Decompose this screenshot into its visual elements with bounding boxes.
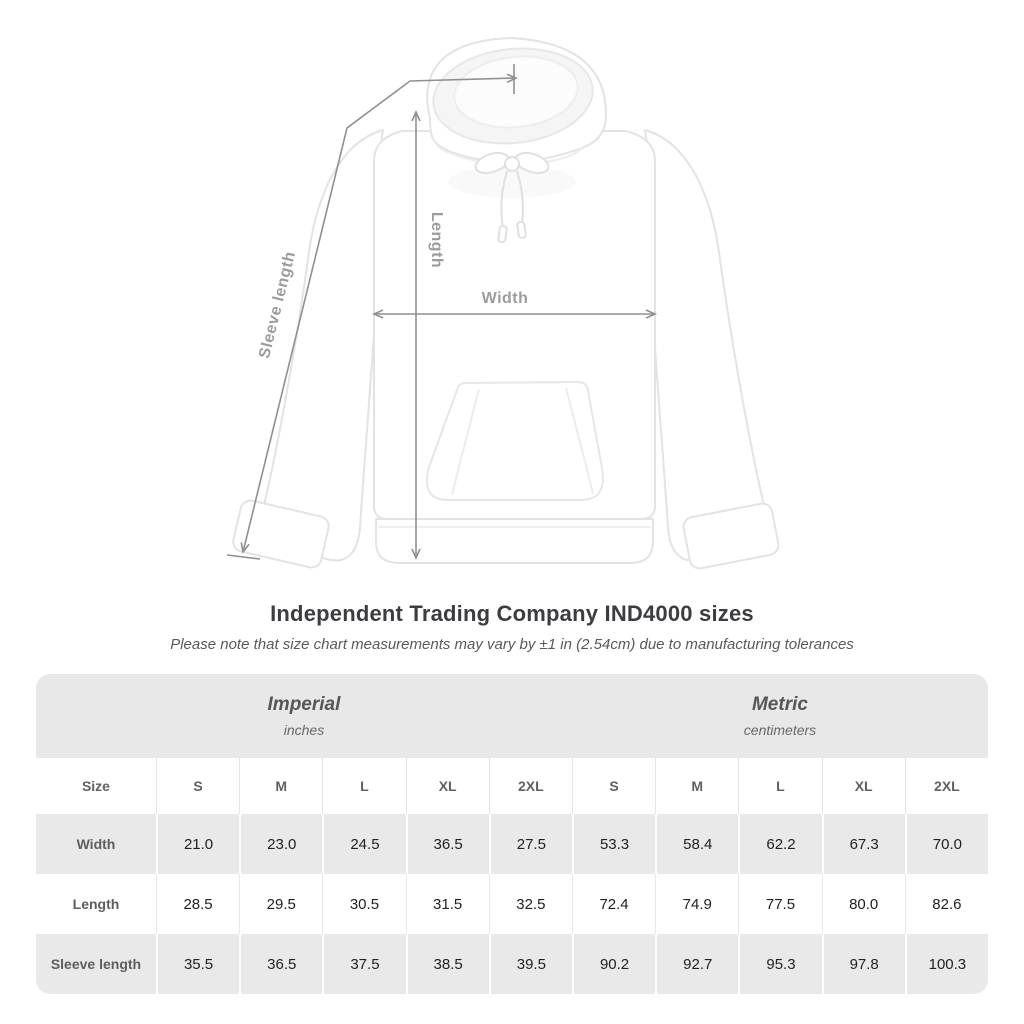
- size-header-imperial-2xl: 2XL: [489, 758, 572, 814]
- table-cell: 23.0: [239, 814, 322, 874]
- table-cell: 37.5: [322, 934, 405, 994]
- size-table-card: [36, 674, 988, 994]
- table-cell: 70.0: [905, 814, 988, 874]
- width-label: Width: [481, 290, 529, 307]
- table-cell: 100.3: [905, 934, 988, 994]
- table-cell: 31.5: [406, 874, 489, 934]
- table-cell: 58.4: [655, 814, 738, 874]
- sleeve-length-row: [36, 934, 988, 994]
- size-header-metric-xl: XL: [822, 758, 905, 814]
- table-cell: 38.5: [406, 934, 489, 994]
- metric-group-header: [572, 674, 988, 758]
- unit-group-row: [36, 674, 988, 758]
- width-row: [36, 814, 988, 874]
- size-header-imperial-s: S: [156, 758, 239, 814]
- table-cell: 74.9: [655, 874, 738, 934]
- table-cell: 62.2: [738, 814, 821, 874]
- table-cell: 28.5: [156, 874, 239, 934]
- size-column-header: Size: [36, 758, 156, 814]
- page-title: Independent Trading Company IND4000 sizes: [270, 601, 754, 626]
- size-header-imperial-l: L: [322, 758, 405, 814]
- imperial-label: Imperial: [267, 694, 341, 715]
- hoodie-pocket: [427, 382, 603, 500]
- size-chart-table: [36, 674, 988, 994]
- table-cell: 39.5: [489, 934, 572, 994]
- table-cell: 30.5: [322, 874, 405, 934]
- size-header-metric-2xl: 2XL: [905, 758, 988, 814]
- hoodie-right-sleeve: [645, 130, 765, 560]
- table-cell: 27.5: [489, 814, 572, 874]
- table-cell: 32.5: [489, 874, 572, 934]
- sleeve-length-label: Sleeve length: [256, 249, 300, 361]
- hoodie-hem: [376, 519, 653, 563]
- table-cell: 36.5: [406, 814, 489, 874]
- table-cell: 80.0: [822, 874, 905, 934]
- table-cell: 36.5: [239, 934, 322, 994]
- length-label: Length: [428, 211, 445, 269]
- size-header-imperial-m: M: [239, 758, 322, 814]
- table-cell: 90.2: [572, 934, 655, 994]
- size-header-metric-s: S: [572, 758, 655, 814]
- tolerance-note: Please note that size chart measurements may vary by ±1 in (2.54cm) due to manufacturing tolerances: [170, 636, 854, 653]
- table-cell: 95.3: [738, 934, 821, 994]
- hoodie-left-sleeve: [263, 130, 383, 560]
- row-label-width: Width: [36, 814, 156, 874]
- table-cell: 35.5: [156, 934, 239, 994]
- metric-unit: centimeters: [743, 722, 817, 738]
- table-cell: 53.3: [572, 814, 655, 874]
- table-cell: 29.5: [239, 874, 322, 934]
- table-cell: 92.7: [655, 934, 738, 994]
- size-header-row: [36, 758, 988, 814]
- table-cell: 67.3: [822, 814, 905, 874]
- metric-label: Metric: [751, 694, 808, 715]
- table-cell: 21.0: [156, 814, 239, 874]
- size-header-imperial-xl: XL: [406, 758, 489, 814]
- table-cell: 24.5: [322, 814, 405, 874]
- length-row: [36, 874, 988, 934]
- heading-block: [0, 601, 1024, 653]
- imperial-group-header: [36, 674, 572, 758]
- table-cell: 77.5: [738, 874, 821, 934]
- row-label-sleeve-length: Sleeve length: [36, 934, 156, 994]
- table-cell: 72.4: [572, 874, 655, 934]
- row-label-length: Length: [36, 874, 156, 934]
- size-header-metric-l: L: [738, 758, 821, 814]
- size-header-metric-m: M: [655, 758, 738, 814]
- imperial-unit: inches: [283, 722, 325, 738]
- table-cell: 82.6: [905, 874, 988, 934]
- table-cell: 97.8: [822, 934, 905, 994]
